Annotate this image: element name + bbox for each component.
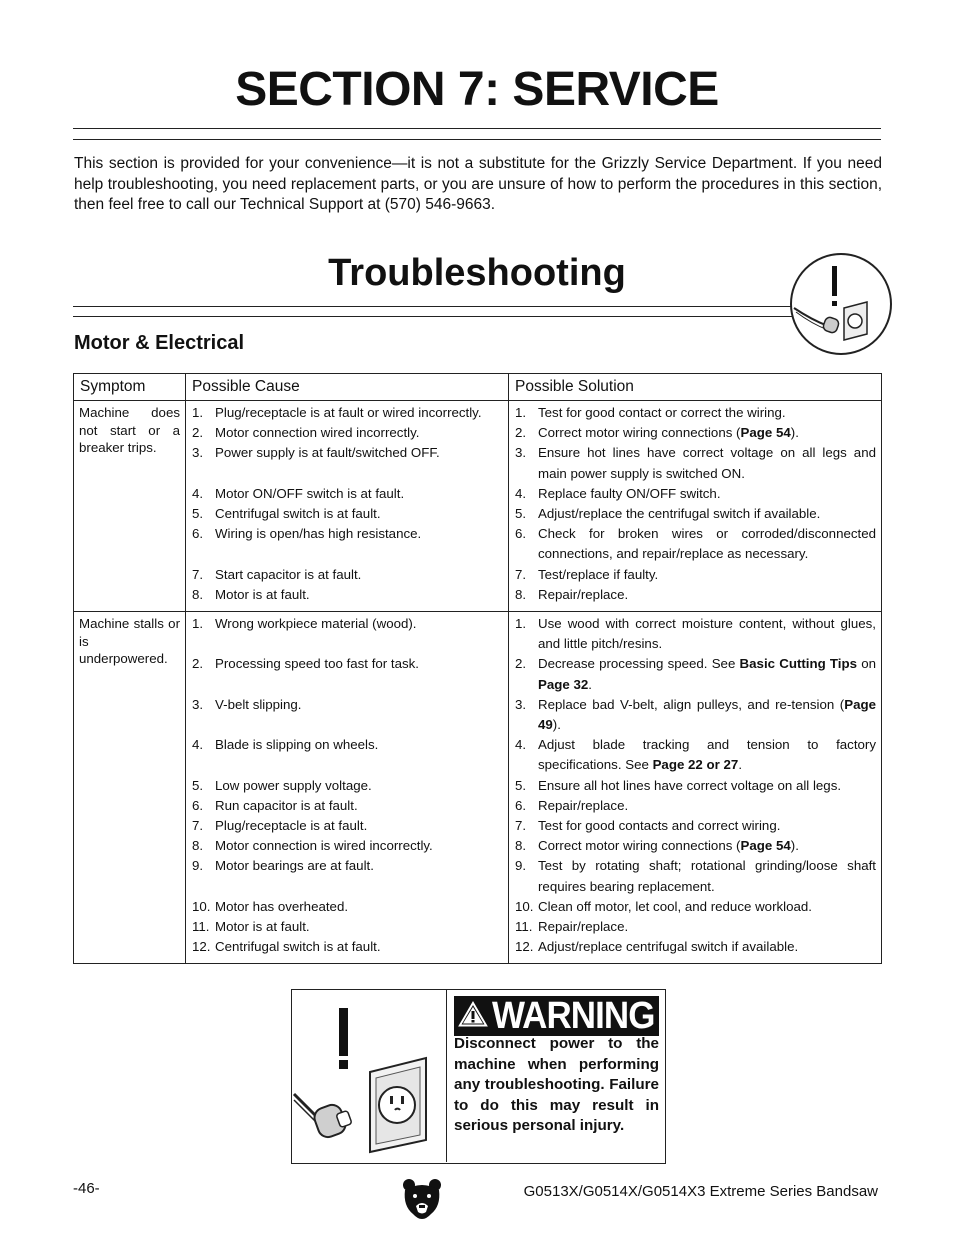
solutions-cell bbox=[509, 612, 882, 964]
list-item: 11. Repair/replace. bbox=[515, 919, 629, 935]
header-possible-cause: Possible Cause bbox=[186, 374, 509, 401]
ts-rule-bottom bbox=[73, 316, 795, 317]
table-header-row bbox=[74, 374, 882, 401]
list-item: 8. Repair/replace. bbox=[515, 586, 629, 602]
list-item: 11. Motor is at fault. bbox=[192, 919, 310, 934]
title-rule-top bbox=[73, 128, 881, 129]
ts-rule-top bbox=[73, 306, 795, 307]
list-item: 3. Ensure hot lines have correct voltage on all legs and main power supply is switched ON. bbox=[515, 445, 876, 481]
footer-title: G0513X/G0514X/G0514X3 Extreme Series Bandsaw bbox=[523, 1183, 878, 1200]
list-item: 6. Run capacitor is at fault. bbox=[192, 797, 358, 813]
warning-header bbox=[454, 996, 659, 1036]
list-item: 12. Centrifugal switch is at fault. bbox=[192, 939, 381, 955]
warning-triangle-icon bbox=[458, 1000, 488, 1033]
section-title: SECTION 7: SERVICE bbox=[235, 63, 719, 116]
list-item: 7. Test/replace if faulty. bbox=[515, 566, 659, 582]
causes-cell bbox=[186, 612, 509, 964]
troubleshooting-title: Troubleshooting bbox=[328, 252, 626, 294]
list-item: 3. V-belt slipping. bbox=[192, 696, 302, 712]
list-item: 3. Replace bad V-belt, align pulleys, and re-tension (Page 49). bbox=[515, 696, 876, 733]
list-item: 3. Power supply is at fault/switched OFF. bbox=[192, 445, 440, 461]
list-item: 10. Motor has overheated. bbox=[192, 898, 349, 914]
exclamation-plug-icon bbox=[788, 252, 894, 356]
header-possible-solution: Possible Solution bbox=[509, 374, 882, 401]
list-item: 5. Centrifugal switch is at fault. bbox=[192, 506, 381, 521]
list-item: 2. Decrease processing speed. See Basic Cutting Tips on Page 32. bbox=[515, 656, 876, 692]
list-item: 6. Wiring is open/has high resistance. bbox=[192, 526, 422, 542]
list-item: 7. Plug/receptacle is at fault. bbox=[192, 818, 368, 833]
list-item: 4. Blade is slipping on wheels. bbox=[192, 737, 379, 753]
list-item: 12. Adjust/replace centrifugal switch if available. bbox=[515, 939, 799, 955]
list-item: 1. Test for good contact or correct the wiring. bbox=[515, 405, 786, 420]
symptom-cell: Machine stalls or is underpowered. bbox=[74, 612, 186, 964]
list-item: 6. Repair/replace. bbox=[515, 797, 629, 813]
list-item: 8. Motor is at fault. bbox=[192, 586, 310, 602]
warning-text: Disconnect power to the machine when performing any troubleshooting. Failure to do this may result in serious personal injury. bbox=[454, 1035, 659, 1134]
subsection-title: Motor & Electrical bbox=[74, 332, 245, 354]
list-item: 8. Correct motor wiring connections (Page 54). bbox=[515, 838, 799, 854]
list-item: 5. Low power supply voltage. bbox=[192, 777, 372, 793]
title-rule-bottom bbox=[73, 139, 881, 140]
page-number: -46- bbox=[73, 1180, 100, 1197]
warning-box bbox=[291, 989, 666, 1164]
table-row bbox=[74, 401, 882, 612]
solutions-cell bbox=[509, 401, 882, 612]
list-item: 7. Test for good contacts and correct wiring. bbox=[515, 818, 781, 834]
list-item: 2. Processing speed too fast for task. bbox=[192, 656, 419, 672]
table-row bbox=[74, 612, 882, 964]
list-item: 10. Clean off motor, let cool, and reduce workload. bbox=[515, 898, 812, 914]
header-symptom: Symptom bbox=[74, 374, 186, 401]
list-item: 7. Start capacitor is at fault. bbox=[192, 566, 362, 582]
troubleshooting-table bbox=[73, 373, 882, 964]
symptom-cell: Machine does not start or a breaker trips. bbox=[74, 401, 186, 612]
list-item: 4. Motor ON/OFF switch is at fault. bbox=[192, 485, 405, 501]
list-item: 5. Ensure all hot lines have correct voltage on all legs. bbox=[515, 777, 842, 793]
list-item: 9. Test by rotating shaft; rotational grinding/loose shaft requires bearing replacement. bbox=[515, 858, 876, 894]
list-item: 4. Adjust blade tracking and tension to factory specifications. See Page 22 or 27. bbox=[515, 737, 876, 773]
list-item: 2. Motor connection wired incorrectly. bbox=[192, 425, 420, 441]
causes-cell bbox=[186, 401, 509, 612]
list-item: 1. Wrong workpiece material (wood). bbox=[192, 616, 417, 632]
list-item: 4. Replace faulty ON/OFF switch. bbox=[515, 485, 721, 501]
list-item: 6. Check for broken wires or corroded/disconnected connections, and repair/replace as necessary. bbox=[515, 526, 876, 562]
exclamation-plug-icon bbox=[292, 990, 447, 1162]
list-item: 8. Motor connection is wired incorrectly. bbox=[192, 838, 433, 854]
list-item: 1. Plug/receptacle is at fault or wired incorrectly. bbox=[192, 405, 482, 420]
intro-paragraph: This section is provided for your convenience—it is not a substitute for the Grizzly Service Department. If you need help troubleshooting, you need replacement parts, or you are unsure of how to perform the procedures in this section, then feel free to call our Technical Support at (570) 546-9663. bbox=[74, 155, 882, 213]
warning-word: WARNING bbox=[492, 994, 655, 1037]
grizzly-bear-logo bbox=[401, 1176, 443, 1224]
list-item: 5. Adjust/replace the centrifugal switch if available. bbox=[515, 506, 821, 522]
list-item: 9. Motor bearings are at fault. bbox=[192, 858, 374, 874]
list-item: 2. Correct motor wiring connections (Page 54). bbox=[515, 425, 799, 441]
list-item: 1. Use wood with correct moisture content, without glues, and little pitch/resins. bbox=[515, 616, 876, 652]
